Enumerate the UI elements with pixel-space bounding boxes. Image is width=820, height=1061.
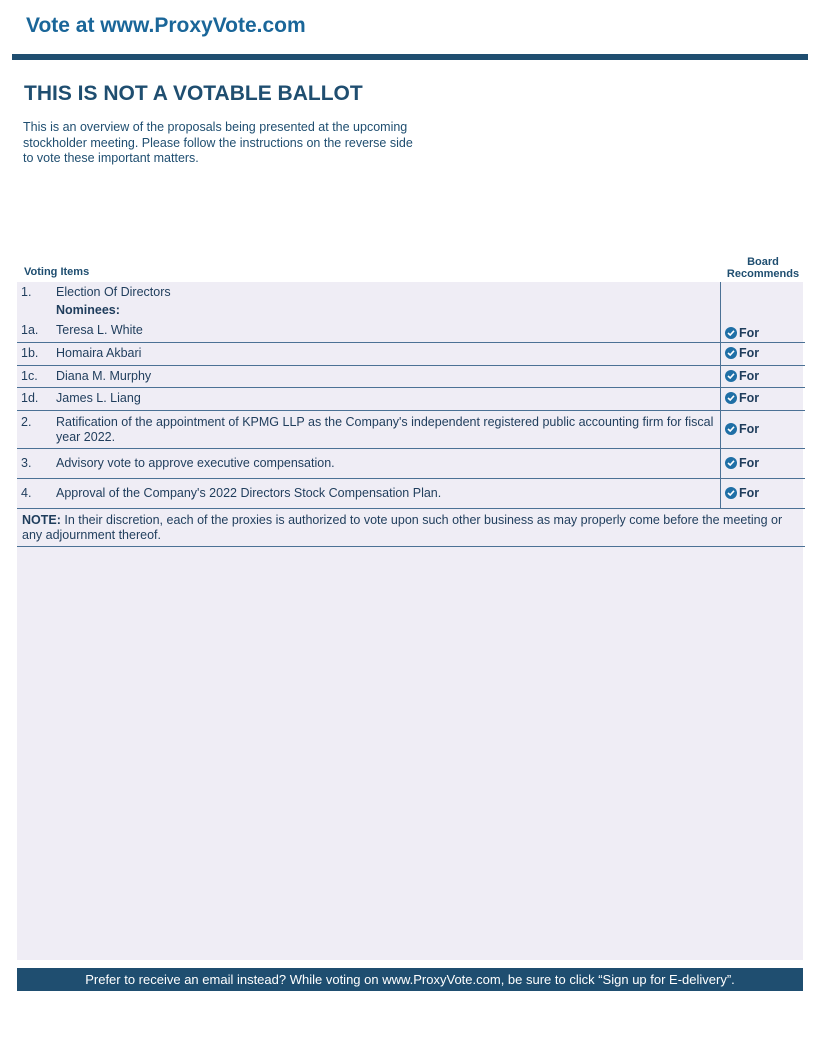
item-number: 4. [21,486,32,500]
checkmark-icon [725,392,737,404]
ballot-title: THIS IS NOT A VOTABLE BALLOT [24,82,363,105]
table-row [17,479,805,509]
vote-label: For [739,422,760,436]
vote-recommendation [725,456,759,470]
note-text [22,513,802,543]
checkmark-icon [725,370,737,382]
vote-label: For [739,326,760,340]
item-number: 1b. [21,346,39,360]
vote-recommendation [725,326,759,340]
voting-items-header: Voting Items [24,266,90,278]
board-label: Board [747,256,779,268]
item-text: Diana M. Murphy [56,369,152,383]
checkmark-icon [725,327,737,339]
nominees-label: Nominees: [56,303,120,317]
note-body: In their discretion, each of the proxies is authorized to vote upon such other business as may properly come before the meeting or any adjournment thereof. [22,513,783,542]
item-number: 1a. [21,323,39,337]
vote-label: For [739,346,760,360]
item-text: Approval of the Company's 2022 Directors Stock Compensation Plan. [56,486,442,500]
item-text: Election Of Directors [56,285,171,299]
vote-label: For [739,456,760,470]
table-row [17,343,805,366]
note-divider [17,546,805,547]
item-number: 1. [21,285,32,299]
board-recommends-header [721,256,805,280]
item-text: Ratification of the appointment of KPMG LLP as the Company's independent registered public accounting firm for fiscal year 2022. [56,415,714,444]
table-row [17,449,805,479]
vote-label: For [739,369,760,383]
item-number: 3. [21,456,32,470]
recommends-label: Recommends [726,268,800,280]
checkmark-icon [725,457,737,469]
checkmark-icon [725,423,737,435]
item-text: Teresa L. White [56,323,143,337]
table-row [17,366,805,388]
item-text: Advisory vote to approve executive compensation. [56,456,335,470]
table-row [17,411,805,449]
note-label: NOTE: [22,513,61,527]
table-row-election [17,282,805,343]
e-delivery-banner: Prefer to receive an email instead? While voting on www.ProxyVote.com, be sure to click “Sign up for E-delivery”. [17,968,803,991]
header-divider [12,54,808,60]
vote-recommendation [725,391,759,405]
checkmark-icon [725,487,737,499]
vote-recommendation [725,346,759,360]
item-text: Homaira Akbari [56,346,142,360]
item-number: 1c. [21,369,38,383]
vote-label: For [739,391,760,405]
vote-recommendation [725,422,759,436]
table-row [17,388,805,411]
vote-recommendation [725,369,759,383]
item-number: 2. [21,415,32,429]
item-text: James L. Liang [56,391,141,405]
checkmark-icon [725,347,737,359]
vote-recommendation [725,486,759,500]
item-number: 1d. [21,391,39,405]
vote-url-title: Vote at www.ProxyVote.com [26,14,306,37]
vote-label: For [739,486,760,500]
intro-text: This is an overview of the proposals being presented at the upcoming stockholder meeting. Please follow the instructions on the reverse side to vote these important matters. [23,120,413,165]
